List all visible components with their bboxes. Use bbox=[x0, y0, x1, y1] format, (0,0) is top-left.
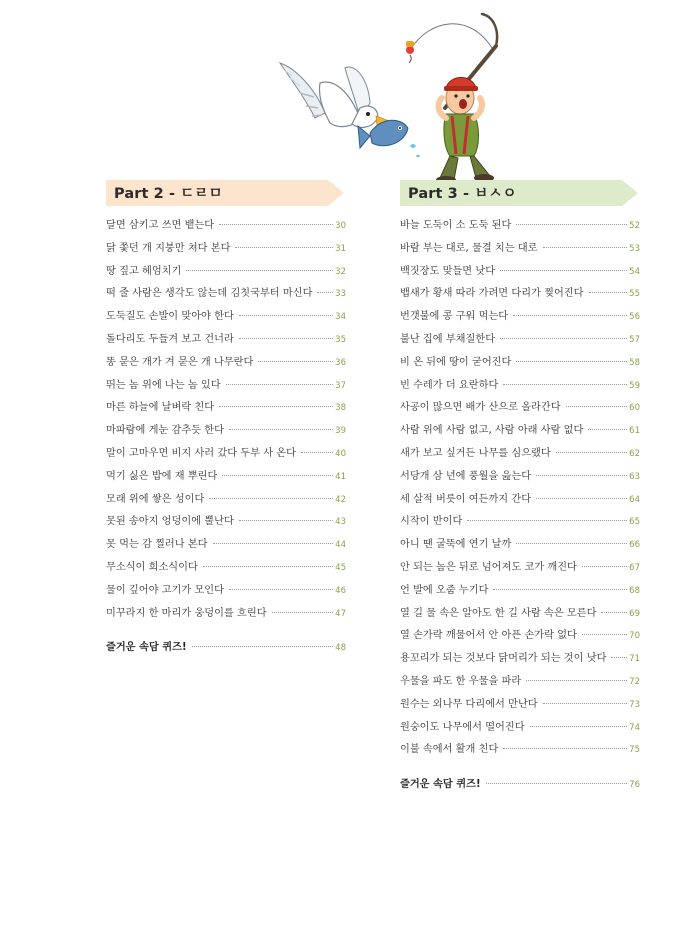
dot-leader bbox=[192, 646, 334, 647]
dot-leader bbox=[258, 361, 333, 362]
entry-page-number: 66 bbox=[629, 540, 640, 551]
toc-entry[interactable] bbox=[400, 671, 640, 694]
part-title: Part 3 - ㅂㅅㅇ bbox=[408, 186, 517, 202]
dot-leader bbox=[239, 520, 333, 521]
entry-page-number: 74 bbox=[629, 722, 640, 733]
entry-title: 말이 고마우면 비지 사러 갔다 두부 사 온다 bbox=[106, 447, 296, 459]
entry-title: 못 먹는 감 찔러나 본다 bbox=[106, 539, 208, 551]
dot-leader bbox=[526, 680, 627, 681]
toc-entry[interactable] bbox=[400, 283, 640, 306]
dot-leader bbox=[229, 589, 333, 590]
toc-entry[interactable] bbox=[400, 489, 640, 512]
entry-title: 무소식이 희소식이다 bbox=[106, 561, 198, 573]
entry-page-number: 72 bbox=[629, 676, 640, 687]
entry-page-number: 58 bbox=[629, 357, 640, 368]
entry-title: 서당개 삼 년에 풍월을 읊는다 bbox=[400, 470, 532, 482]
dot-leader bbox=[566, 406, 628, 407]
toc-entry[interactable] bbox=[400, 466, 640, 489]
dot-leader bbox=[503, 748, 627, 749]
quiz-page-number: 76 bbox=[629, 780, 640, 791]
seagull-illustration bbox=[280, 63, 392, 127]
dot-leader bbox=[301, 452, 333, 453]
toc-entry[interactable] bbox=[106, 603, 346, 626]
dot-leader bbox=[239, 338, 333, 339]
dot-leader bbox=[601, 612, 627, 613]
entry-page-number: 44 bbox=[335, 540, 346, 551]
entry-page-number: 70 bbox=[629, 631, 640, 642]
toc-entry[interactable] bbox=[400, 717, 640, 740]
entry-title: 땅 짚고 헤엄치기 bbox=[106, 265, 182, 277]
part-title: Part 2 - ㄷㄹㅁ bbox=[114, 186, 223, 202]
entry-title: 사공이 많으면 배가 산으로 올라간다 bbox=[400, 402, 561, 414]
dot-leader bbox=[589, 292, 628, 293]
entry-title: 마른 하늘에 날벼락 친다 bbox=[106, 402, 215, 414]
dot-leader bbox=[530, 726, 628, 727]
quiz-page-number: 48 bbox=[335, 643, 346, 654]
entry-title: 세 살적 버릇이 여든까지 간다 bbox=[400, 493, 532, 505]
dot-leader bbox=[317, 292, 333, 293]
entry-title: 뱁새가 황새 따라 가려면 다리가 찢어진다 bbox=[400, 288, 584, 300]
quiz-entry[interactable] bbox=[106, 637, 346, 659]
fisherman-illustration bbox=[436, 78, 494, 185]
dot-leader bbox=[272, 612, 334, 613]
toc-entry[interactable] bbox=[106, 420, 346, 443]
entry-title: 똥 묻은 개가 겨 묻은 개 나무란다 bbox=[106, 356, 254, 368]
dot-leader bbox=[588, 429, 627, 430]
entry-title: 돌다리도 두들겨 보고 건너라 bbox=[106, 333, 234, 345]
part-header bbox=[400, 180, 640, 206]
toc-entry[interactable] bbox=[106, 443, 346, 466]
dot-leader bbox=[582, 566, 627, 567]
dot-leader bbox=[536, 498, 627, 499]
entry-title: 새가 보고 싶거든 나무를 심으랬다 bbox=[400, 447, 551, 459]
toc-entry[interactable] bbox=[106, 352, 346, 375]
entry-page-number: 65 bbox=[629, 517, 640, 528]
toc-entry[interactable] bbox=[400, 534, 640, 557]
toc-entry[interactable] bbox=[400, 352, 640, 375]
dot-leader bbox=[222, 475, 333, 476]
entry-title: 비 온 뒤에 땅이 굳어진다 bbox=[400, 356, 512, 368]
entry-page-number: 36 bbox=[335, 357, 346, 368]
dot-leader bbox=[516, 361, 627, 362]
entry-title: 먹기 싫은 밥에 재 뿌린다 bbox=[106, 470, 218, 482]
dot-leader bbox=[239, 315, 333, 316]
entry-title: 바람 부는 대로, 물결 치는 대로 bbox=[400, 242, 538, 254]
toc-entry[interactable] bbox=[106, 329, 346, 352]
toc-entry[interactable] bbox=[400, 443, 640, 466]
entry-title: 떡 줄 사람은 생각도 않는데 김칫국부터 마신다 bbox=[106, 288, 313, 300]
entry-page-number: 37 bbox=[335, 380, 346, 391]
toc-column-part2 bbox=[106, 180, 346, 659]
entry-title: 못된 송아지 엉덩이에 뿔난다 bbox=[106, 516, 234, 528]
entry-page-number: 32 bbox=[335, 266, 346, 277]
toc-entry[interactable] bbox=[106, 261, 346, 284]
toc-entry[interactable] bbox=[106, 534, 346, 557]
entry-title: 닭 쫓던 개 지붕만 쳐다 본다 bbox=[106, 242, 231, 254]
seagull-fisherman-illustration bbox=[260, 8, 540, 186]
entry-title: 아니 땐 굴뚝에 연기 날까 bbox=[400, 539, 512, 551]
entry-title: 용꼬리가 되는 것보다 닭머리가 되는 것이 낫다 bbox=[400, 653, 607, 665]
entry-title: 빈 수레가 더 요란하다 bbox=[400, 379, 499, 391]
entry-title: 우물을 파도 한 우물을 파라 bbox=[400, 675, 522, 687]
entry-page-number: 43 bbox=[335, 517, 346, 528]
toc-entry[interactable] bbox=[400, 215, 640, 238]
toc-entry[interactable] bbox=[400, 397, 640, 420]
entry-page-number: 41 bbox=[335, 471, 346, 482]
toc-entry[interactable] bbox=[106, 238, 346, 261]
quiz-entry[interactable] bbox=[400, 774, 640, 796]
entry-title: 시작이 반이다 bbox=[400, 516, 463, 528]
toc-entry[interactable] bbox=[400, 375, 640, 398]
toc-list bbox=[400, 215, 640, 762]
toc-entry[interactable] bbox=[106, 375, 346, 398]
entry-page-number: 67 bbox=[629, 562, 640, 573]
entry-page-number: 73 bbox=[629, 699, 640, 710]
entry-page-number: 46 bbox=[335, 585, 346, 596]
entry-page-number: 53 bbox=[629, 243, 640, 254]
dot-leader bbox=[500, 270, 627, 271]
dot-leader bbox=[186, 270, 333, 271]
dot-leader bbox=[543, 703, 628, 704]
toc-entry[interactable] bbox=[400, 694, 640, 717]
entry-page-number: 57 bbox=[629, 334, 640, 345]
entry-page-number: 63 bbox=[629, 471, 640, 482]
dot-leader bbox=[209, 498, 333, 499]
entry-title: 바늘 도둑이 소 도둑 된다 bbox=[400, 220, 512, 231]
toc-entry[interactable] bbox=[400, 261, 640, 284]
entry-page-number: 31 bbox=[335, 243, 346, 254]
dot-leader bbox=[493, 589, 627, 590]
entry-page-number: 52 bbox=[629, 221, 640, 231]
entry-title: 열 손가락 깨물어서 안 아픈 손가락 없다 bbox=[400, 630, 577, 642]
entry-title: 물이 깊어야 고기가 모인다 bbox=[106, 584, 224, 596]
entry-title: 열 길 물 속은 알아도 한 길 사람 속은 모른다 bbox=[400, 607, 597, 619]
entry-title: 언 발에 오줌 누기다 bbox=[400, 584, 489, 596]
entry-title: 안 되는 놈은 뒤로 넘어져도 코가 깨진다 bbox=[400, 561, 577, 573]
dot-leader bbox=[536, 475, 627, 476]
toc-entry[interactable] bbox=[400, 739, 640, 762]
entry-page-number: 38 bbox=[335, 403, 346, 414]
entry-page-number: 33 bbox=[335, 289, 346, 300]
entry-title: 백짓장도 맞들면 낫다 bbox=[400, 265, 496, 277]
entry-title: 사람 위에 사람 없고, 사람 아래 사람 없다 bbox=[400, 425, 584, 437]
toc-entry[interactable] bbox=[400, 420, 640, 443]
entry-page-number: 30 bbox=[335, 221, 346, 231]
dot-leader bbox=[500, 338, 627, 339]
dot-leader bbox=[229, 429, 333, 430]
toc-entry[interactable] bbox=[400, 580, 640, 603]
entry-page-number: 64 bbox=[629, 494, 640, 505]
dot-leader bbox=[467, 520, 627, 521]
dot-leader bbox=[543, 247, 628, 248]
entry-page-number: 34 bbox=[335, 312, 346, 323]
entry-page-number: 68 bbox=[629, 585, 640, 596]
dot-leader bbox=[203, 566, 333, 567]
dot-leader bbox=[513, 315, 627, 316]
toc-entry[interactable] bbox=[106, 466, 346, 489]
toc-column-part3 bbox=[400, 180, 640, 796]
entry-page-number: 71 bbox=[629, 654, 640, 665]
toc-entry[interactable] bbox=[106, 397, 346, 420]
entry-title: 원수는 외나무 다리에서 만난다 bbox=[400, 698, 538, 710]
entry-page-number: 69 bbox=[629, 608, 640, 619]
entry-title: 이불 속에서 활개 친다 bbox=[400, 744, 499, 756]
toc-entry[interactable] bbox=[106, 489, 346, 512]
dot-leader bbox=[213, 543, 334, 544]
entry-page-number: 45 bbox=[335, 562, 346, 573]
toc-entry[interactable] bbox=[106, 580, 346, 603]
entry-page-number: 40 bbox=[335, 448, 346, 459]
entry-title: 모래 위에 쌓은 성이다 bbox=[106, 493, 205, 505]
quiz-title: 즐거운 속담 퀴즈! bbox=[106, 642, 187, 654]
entry-title: 불난 집에 부채질한다 bbox=[400, 333, 496, 345]
entry-page-number: 42 bbox=[335, 494, 346, 505]
toc-entry[interactable] bbox=[400, 238, 640, 261]
dot-leader bbox=[235, 247, 333, 248]
entry-page-number: 47 bbox=[335, 608, 346, 619]
entry-page-number: 62 bbox=[629, 448, 640, 459]
entry-page-number: 39 bbox=[335, 426, 346, 437]
toc-entry[interactable] bbox=[400, 557, 640, 580]
entry-page-number: 54 bbox=[629, 266, 640, 277]
dot-leader bbox=[503, 384, 627, 385]
dot-leader bbox=[556, 452, 627, 453]
toc-entry[interactable] bbox=[400, 625, 640, 648]
dot-leader bbox=[516, 224, 627, 225]
entry-page-number: 59 bbox=[629, 380, 640, 391]
toc-list bbox=[106, 215, 346, 625]
entry-page-number: 60 bbox=[629, 403, 640, 414]
entry-title: 번갯불에 콩 구워 먹는다 bbox=[400, 311, 509, 323]
toc-entry[interactable] bbox=[106, 557, 346, 580]
toc-entry[interactable] bbox=[106, 511, 346, 534]
quiz-title: 즐거운 속담 퀴즈! bbox=[400, 779, 481, 791]
entry-title: 마파람에 게눈 감추듯 한다 bbox=[106, 425, 224, 437]
dot-leader bbox=[219, 406, 333, 407]
entry-page-number: 56 bbox=[629, 312, 640, 323]
dot-leader bbox=[516, 543, 627, 544]
toc-entry[interactable] bbox=[400, 306, 640, 329]
toc-entry[interactable] bbox=[400, 603, 640, 626]
toc-entry[interactable] bbox=[106, 306, 346, 329]
dot-leader bbox=[226, 384, 334, 385]
entry-title: 뛰는 놈 위에 나는 놈 있다 bbox=[106, 379, 221, 391]
toc-entry[interactable] bbox=[400, 511, 640, 534]
toc-entry[interactable] bbox=[106, 283, 346, 306]
entry-page-number: 75 bbox=[629, 745, 640, 756]
entry-page-number: 61 bbox=[629, 426, 640, 437]
entry-page-number: 55 bbox=[629, 289, 640, 300]
dot-leader bbox=[486, 783, 628, 784]
entry-title: 원숭이도 나무에서 떨어진다 bbox=[400, 721, 525, 733]
entry-title: 달면 삼키고 쓰면 뱉는다 bbox=[106, 220, 215, 231]
dot-leader bbox=[219, 224, 333, 225]
toc-entry[interactable] bbox=[400, 329, 640, 352]
part-header bbox=[106, 180, 346, 206]
entry-page-number: 35 bbox=[335, 334, 346, 345]
entry-title: 미꾸라지 한 마리가 웅덩이를 흐린다 bbox=[106, 607, 267, 619]
dot-leader bbox=[611, 657, 627, 658]
entry-title: 도둑질도 손발이 맞아야 한다 bbox=[106, 311, 234, 323]
toc-entry[interactable] bbox=[106, 215, 346, 238]
toc-entry[interactable] bbox=[400, 648, 640, 671]
dot-leader bbox=[582, 634, 627, 635]
